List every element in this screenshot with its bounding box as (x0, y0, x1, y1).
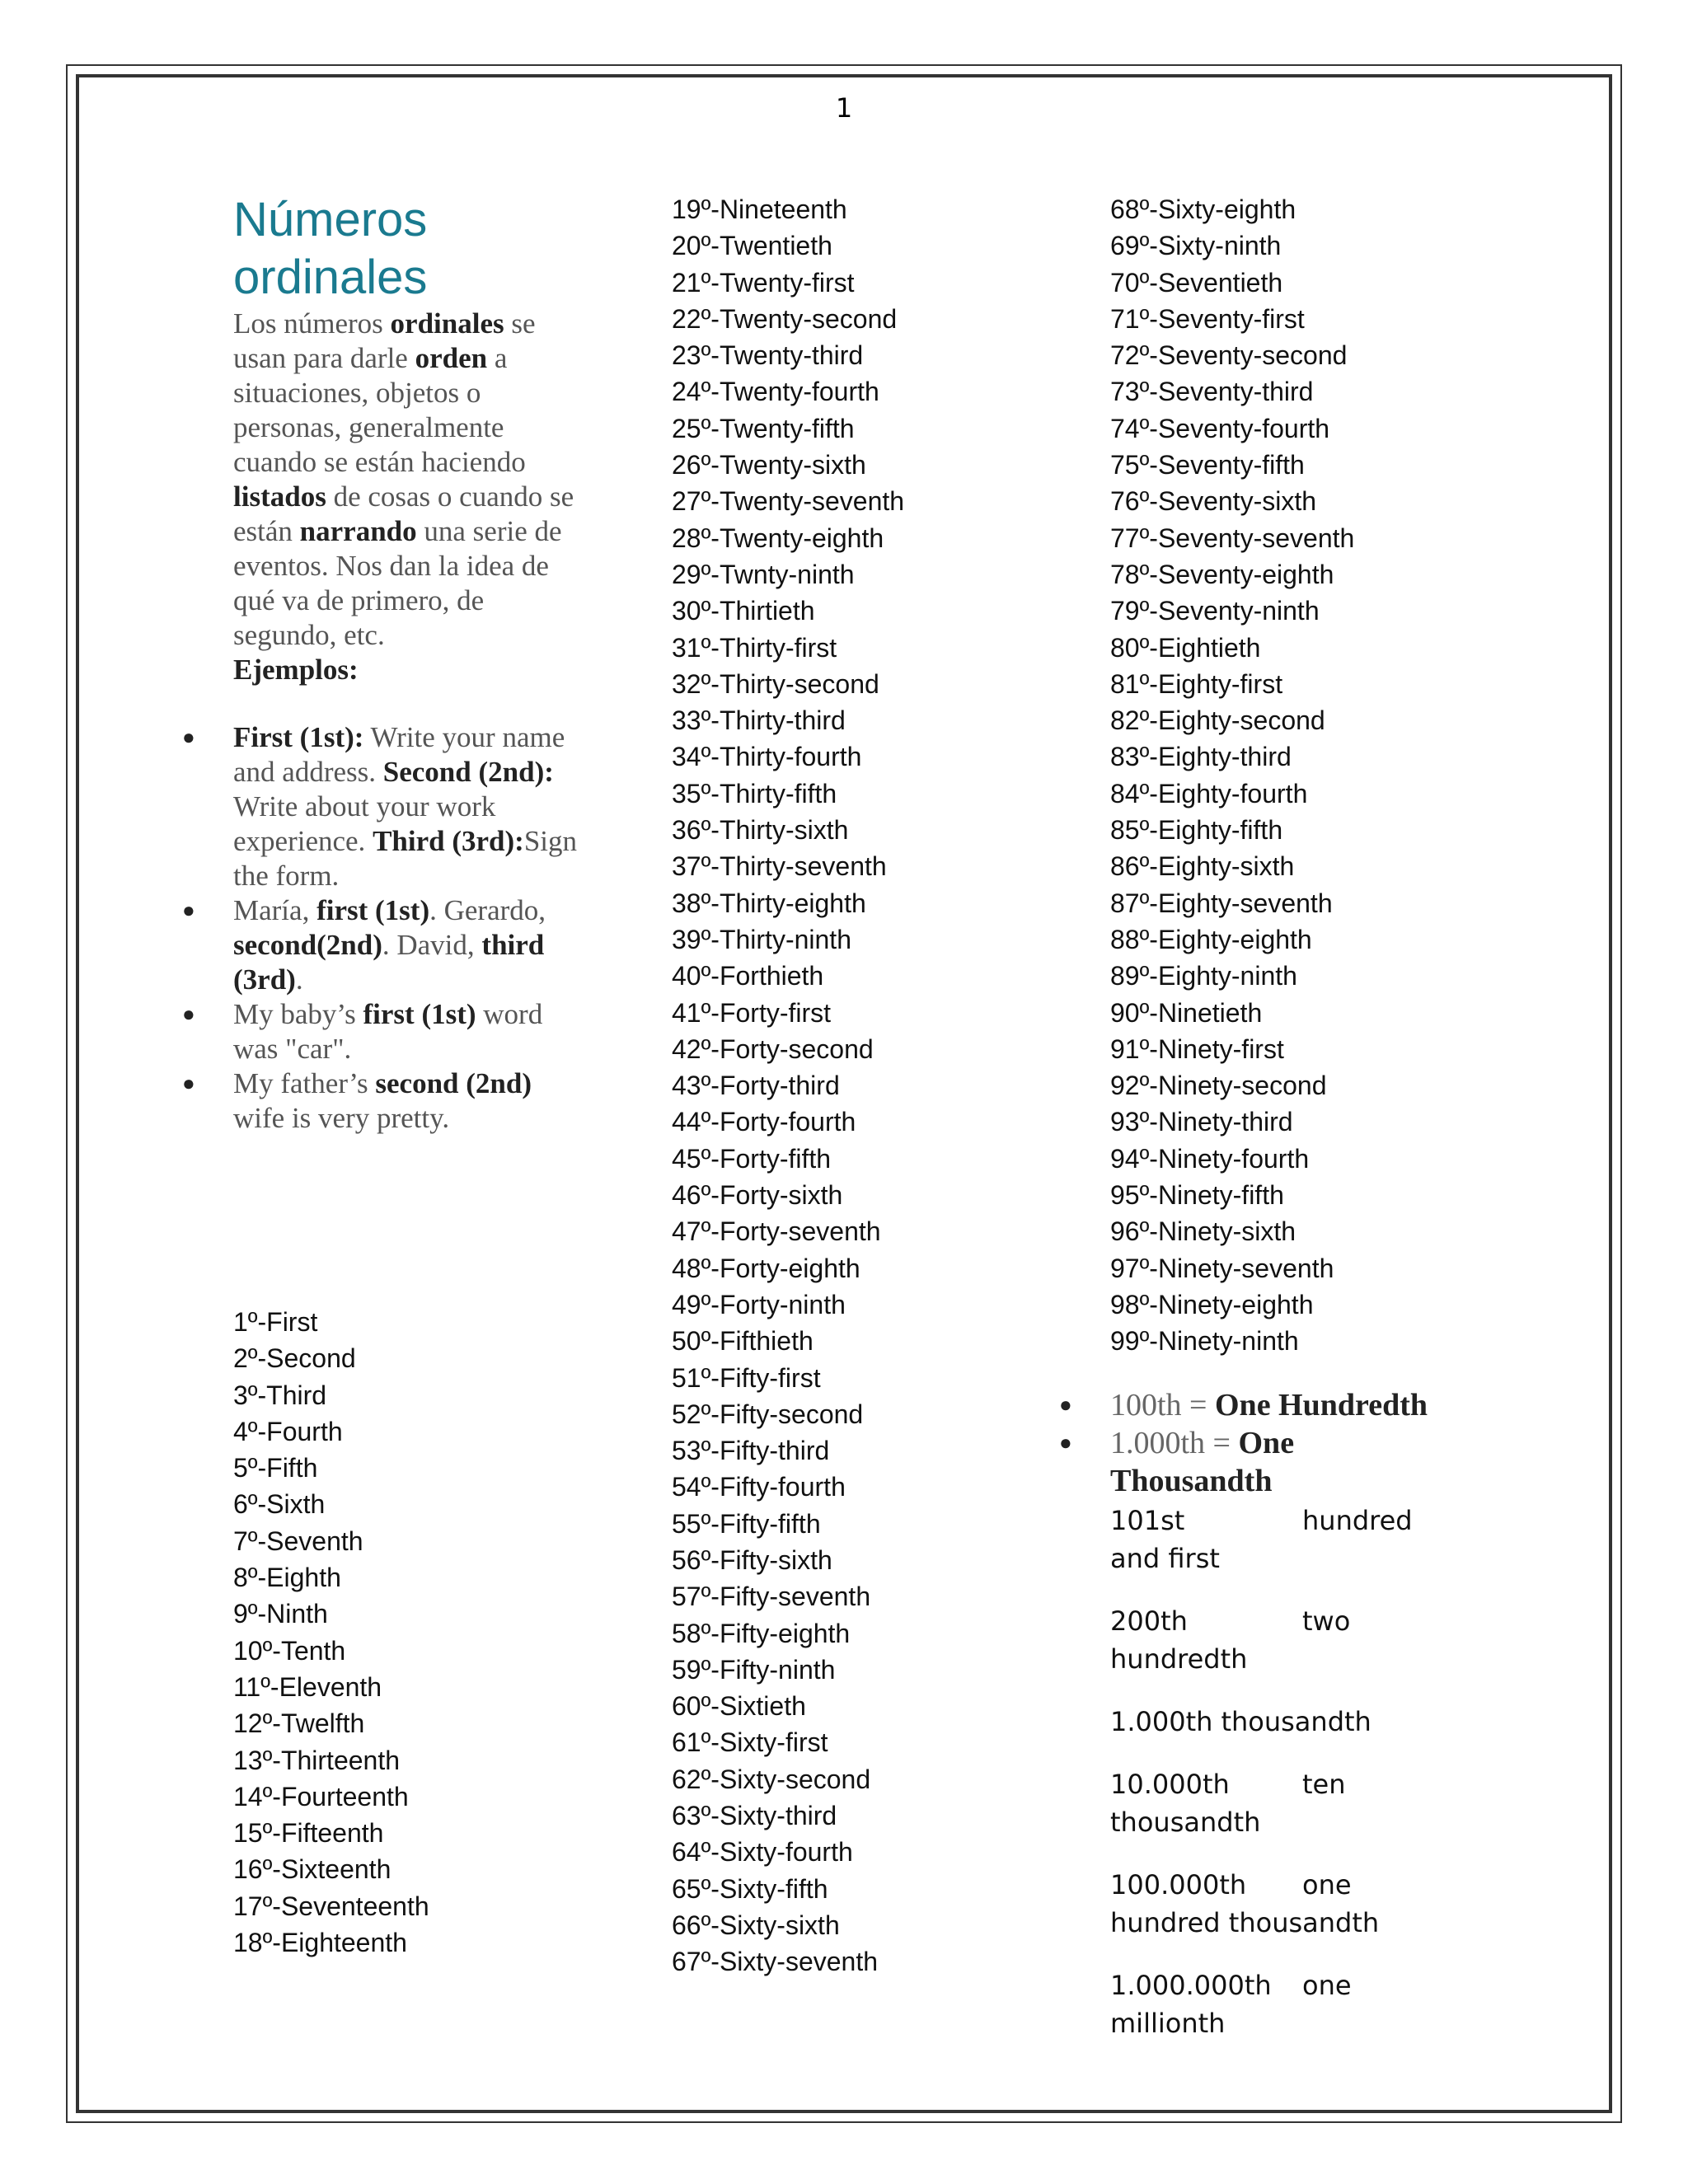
example-text: Write about your work experience. (233, 790, 496, 857)
example-text: My baby’s (233, 998, 363, 1030)
ordinal-item: 16º-Sixteenth (233, 1854, 392, 1885)
ordinal-number: 200th (1110, 1605, 1188, 1637)
example-bold: second(2nd) (233, 929, 382, 961)
ordinal-item: 6º-Sixth (233, 1489, 326, 1520)
ordinal-item: 64º-Sixty-fourth (672, 1837, 853, 1868)
title-line-1: Números (233, 193, 428, 246)
ordinal-word: one millionth (1110, 1970, 1352, 2039)
ordinal-item: 40º-Forthieth (672, 961, 824, 991)
ordinal-item: 28º-Twenty-eighth (672, 523, 884, 553)
example-item (182, 1066, 579, 1136)
intro-bold: ordinales (390, 307, 504, 340)
ordinal-number: 10.000th (1110, 1769, 1230, 1800)
ordinal-item: 98º-Ninety-eighth (1110, 1289, 1314, 1319)
example-item (182, 893, 579, 997)
ordinal-row (1110, 1602, 1456, 1678)
ordinal-item: 14º-Fourteenth (233, 1781, 409, 1811)
ordinal-item: 37º-Thirty-seventh (672, 851, 887, 882)
example-bold: third (3rd) (233, 929, 545, 996)
ordinal-item: 36º-Thirty-sixth (672, 815, 849, 846)
ordinal-item: 60º-Sixtieth (672, 1691, 806, 1722)
large-ordinal-number: 1.000th = (1110, 1426, 1239, 1460)
ordinal-number: 100.000th (1110, 1869, 1247, 1900)
ordinal-item: 86º-Eighty-sixth (1110, 851, 1295, 882)
ordinal-item: 4º-Fourth (233, 1416, 343, 1446)
ordinal-item: 3º-Third (233, 1380, 327, 1410)
ordinal-item: 21º-Twenty-first (672, 267, 855, 298)
ordinal-number: 1.000.000th (1110, 1970, 1272, 2001)
ordinal-item: 31º-Thirty-first (672, 632, 837, 663)
example-bold: second (2nd) (375, 1067, 532, 1099)
ordinal-item: 52º-Fifty-second (672, 1399, 864, 1429)
ordinal-item: 11º-Eleventh (233, 1671, 382, 1702)
examples-heading: Ejemplos: (233, 654, 359, 686)
ordinal-item: 58º-Fifty-eighth (672, 1618, 851, 1648)
ordinal-item: 18º-Eighteenth (233, 1928, 407, 1958)
ordinal-item: 67º-Sixty-seventh (672, 1947, 879, 1977)
ordinal-item: 84º-Eighty-fourth (1110, 778, 1308, 808)
ordinal-item: 69º-Sixty-ninth (1110, 231, 1282, 261)
ordinal-words-table (1110, 1502, 1456, 2067)
intro-bold: narrando (299, 515, 417, 547)
ordinal-item: 24º-Twenty-fourth (672, 377, 879, 407)
ordinal-item: 25º-Twenty-fifth (672, 413, 855, 443)
large-ordinal-word: One Hundredth (1215, 1388, 1428, 1422)
bullet-icon: ● (182, 898, 195, 922)
intro-text: una serie de eventos. Nos dan la idea de qué va de primero, de segundo, etc. (233, 515, 562, 651)
intro-text: a situaciones, objetos o personas, generalmente cuando se están haciendo (233, 342, 526, 478)
example-text: My father’s (233, 1067, 376, 1099)
ordinal-item: 13º-Thirteenth (233, 1745, 401, 1775)
ordinal-number: 1.000th (1110, 1706, 1213, 1737)
example-item (182, 997, 579, 1066)
ordinal-list-1 (233, 1304, 429, 1961)
example-text: wife is very pretty. (233, 1102, 450, 1134)
ordinal-item: 65º-Sixty-fifth (672, 1873, 828, 1904)
ordinal-item: 73º-Seventy-third (1110, 377, 1314, 407)
ordinal-item: 50º-Fifthieth (672, 1326, 814, 1357)
ordinal-item: 23º-Twenty-third (672, 340, 864, 371)
ordinal-item: 26º-Twenty-sixth (672, 450, 866, 480)
ordinal-item: 93º-Ninety-third (1110, 1107, 1293, 1137)
ordinal-item: 2º-Second (233, 1343, 356, 1374)
ordinal-item: 12º-Twelfth (233, 1708, 365, 1739)
ordinal-item: 38º-Thirty-eighth (672, 888, 866, 918)
ordinal-item: 22º-Twenty-second (672, 303, 898, 334)
ordinal-item: 8º-Eighth (233, 1563, 341, 1593)
ordinal-word: one hundred thousandth (1110, 1869, 1380, 1938)
ordinal-item: 89º-Eighty-ninth (1110, 961, 1297, 991)
ordinal-item: 5º-Fifth (233, 1453, 318, 1483)
ordinal-item: 43º-Forty-third (672, 1071, 840, 1101)
ordinal-item: 90º-Ninetieth (1110, 997, 1263, 1028)
bullet-icon: ● (182, 725, 195, 749)
ordinal-item: 49º-Forty-ninth (672, 1289, 846, 1319)
example-text: word was "car". (233, 998, 543, 1065)
page-number: 1 (835, 92, 853, 124)
ordinal-item: 29º-Twnty-ninth (672, 559, 855, 589)
ordinal-word: hundred and first (1110, 1505, 1413, 1574)
intro-text: Los números (233, 307, 391, 340)
example-bold: Third (3rd): (373, 825, 524, 857)
ordinal-item: 39º-Thirty-ninth (672, 924, 851, 954)
ordinal-item: 63º-Sixty-third (672, 1801, 837, 1831)
example-bold: First (1st): (233, 721, 364, 753)
ordinal-item: 82º-Eighty-second (1110, 705, 1325, 736)
examples-list (182, 720, 579, 1136)
ordinal-item: 92º-Ninety-second (1110, 1071, 1327, 1101)
ordinal-item: 85º-Eighty-fifth (1110, 815, 1283, 846)
ordinal-item: 75º-Seventy-fifth (1110, 450, 1305, 480)
ordinal-row (1110, 1703, 1456, 1741)
ordinal-item: 54º-Fifty-fourth (672, 1472, 846, 1502)
ordinal-row (1110, 1866, 1456, 1942)
intro-text: se usan para darle (233, 307, 536, 374)
intro-bold: orden (415, 342, 488, 374)
ordinal-item: 55º-Fifty-fifth (672, 1508, 821, 1539)
example-text: . David, (382, 929, 482, 961)
example-text: María, (233, 894, 317, 926)
ordinal-item: 68º-Sixty-eighth (1110, 194, 1296, 224)
page-title (233, 191, 579, 307)
intro-text: de cosas o cuando se están (233, 480, 574, 547)
ordinal-item: 27º-Twenty-seventh (672, 486, 905, 517)
bullet-icon: ● (182, 1002, 195, 1026)
large-ordinal-word: One Thousandth (1110, 1426, 1295, 1498)
ordinal-item: 62º-Sixty-second (672, 1764, 871, 1794)
ordinal-item: 79º-Seventy-ninth (1110, 596, 1320, 626)
large-ordinals-list (1059, 1386, 1456, 1500)
example-text: . (295, 963, 303, 996)
ordinal-number: 101st (1110, 1505, 1185, 1536)
ordinal-item: 35º-Thirty-fifth (672, 778, 837, 808)
ordinal-item: 83º-Eighty-third (1110, 742, 1292, 772)
ordinal-item: 72º-Seventy-second (1110, 340, 1348, 371)
ordinal-item: 17º-Seventeenth (233, 1891, 429, 1921)
ordinal-item: 87º-Eighty-seventh (1110, 888, 1333, 918)
ordinal-row (1110, 1765, 1456, 1841)
ordinal-item: 70º-Seventieth (1110, 267, 1283, 298)
ordinal-item: 91º-Ninety-first (1110, 1033, 1284, 1064)
ordinal-item: 51º-Fifty-first (672, 1362, 821, 1393)
intro-bold: listados (233, 480, 326, 513)
ordinal-item: 97º-Ninety-seventh (1110, 1253, 1334, 1283)
ordinal-item: 57º-Fifty-seventh (672, 1582, 871, 1612)
example-item (182, 720, 579, 893)
ordinal-item: 1º-First (233, 1307, 318, 1337)
bullet-icon: ● (182, 1071, 195, 1095)
ordinal-item: 81º-Eighty-first (1110, 668, 1283, 699)
large-ordinal-item (1059, 1424, 1456, 1500)
ordinal-item: 74º-Seventy-fourth (1110, 413, 1330, 443)
ordinal-item: 48º-Forty-eighth (672, 1253, 860, 1283)
ordinal-item: 61º-Sixty-first (672, 1727, 828, 1758)
ordinal-word: two hundredth (1110, 1605, 1351, 1675)
large-ordinal-item (1059, 1386, 1456, 1424)
ordinal-item: 7º-Seventh (233, 1526, 363, 1556)
ordinal-item: 9º-Ninth (233, 1599, 328, 1629)
example-text: Write your name and address. (233, 721, 565, 788)
example-text: . Gerardo, (429, 894, 546, 926)
ordinal-list-2 (672, 191, 904, 1980)
example-bold: first (1st) (363, 998, 476, 1030)
ordinal-row (1110, 1966, 1456, 2042)
ordinal-item: 71º-Seventy-first (1110, 303, 1305, 334)
ordinal-item: 46º-Forty-sixth (672, 1180, 843, 1211)
ordinal-item: 80º-Eightieth (1110, 632, 1261, 663)
bullet-icon: ● (1059, 1431, 1072, 1455)
ordinal-item: 59º-Fifty-ninth (672, 1654, 836, 1685)
ordinal-item: 45º-Forty-fifth (672, 1143, 832, 1174)
ordinal-item: 10º-Tenth (233, 1635, 346, 1666)
large-ordinal-number: 100th = (1110, 1388, 1215, 1422)
ordinal-item: 77º-Seventy-seventh (1110, 523, 1355, 553)
ordinal-item: 47º-Forty-seventh (672, 1216, 881, 1247)
ordinal-item: 42º-Forty-second (672, 1033, 874, 1064)
ordinal-item: 78º-Seventy-eighth (1110, 559, 1334, 589)
ordinal-item: 94º-Ninety-fourth (1110, 1143, 1310, 1174)
ordinal-item: 56º-Fifty-sixth (672, 1544, 832, 1575)
ordinal-word: thousandth (1221, 1706, 1372, 1737)
ordinal-item: 34º-Thirty-fourth (672, 742, 862, 772)
ordinal-item: 99º-Ninety-ninth (1110, 1326, 1299, 1357)
ordinal-item: 33º-Thirty-third (672, 705, 846, 736)
example-bold: Second (2nd): (382, 756, 554, 788)
ordinal-item: 66º-Sixty-sixth (672, 1910, 840, 1940)
ordinal-item: 15º-Fifteenth (233, 1818, 384, 1849)
ordinal-item: 76º-Seventy-sixth (1110, 486, 1317, 517)
ordinal-item: 19º-Nineteenth (672, 194, 847, 224)
ordinal-item: 53º-Fifty-third (672, 1436, 830, 1466)
ordinal-item: 30º-Thirtieth (672, 596, 815, 626)
title-line-2: ordinales (233, 251, 428, 304)
ordinal-item: 96º-Ninety-sixth (1110, 1216, 1296, 1247)
ordinal-item: 88º-Eighty-eighth (1110, 924, 1312, 954)
ordinal-row (1110, 1502, 1456, 1577)
ordinal-item: 20º-Twentieth (672, 231, 832, 261)
ordinal-list-3 (1110, 191, 1354, 1360)
example-text: Sign the form. (233, 825, 578, 892)
ordinal-item: 32º-Thirty-second (672, 668, 879, 699)
ordinal-word: ten thousandth (1110, 1769, 1346, 1838)
ordinal-item: 44º-Forty-fourth (672, 1107, 856, 1137)
example-bold: first (1st) (316, 894, 430, 926)
intro-paragraph (233, 307, 579, 653)
bullet-icon: ● (1059, 1393, 1072, 1417)
ordinal-item: 41º-Forty-first (672, 997, 832, 1028)
ordinal-item: 95º-Ninety-fifth (1110, 1180, 1284, 1211)
intro-column (182, 191, 579, 1136)
